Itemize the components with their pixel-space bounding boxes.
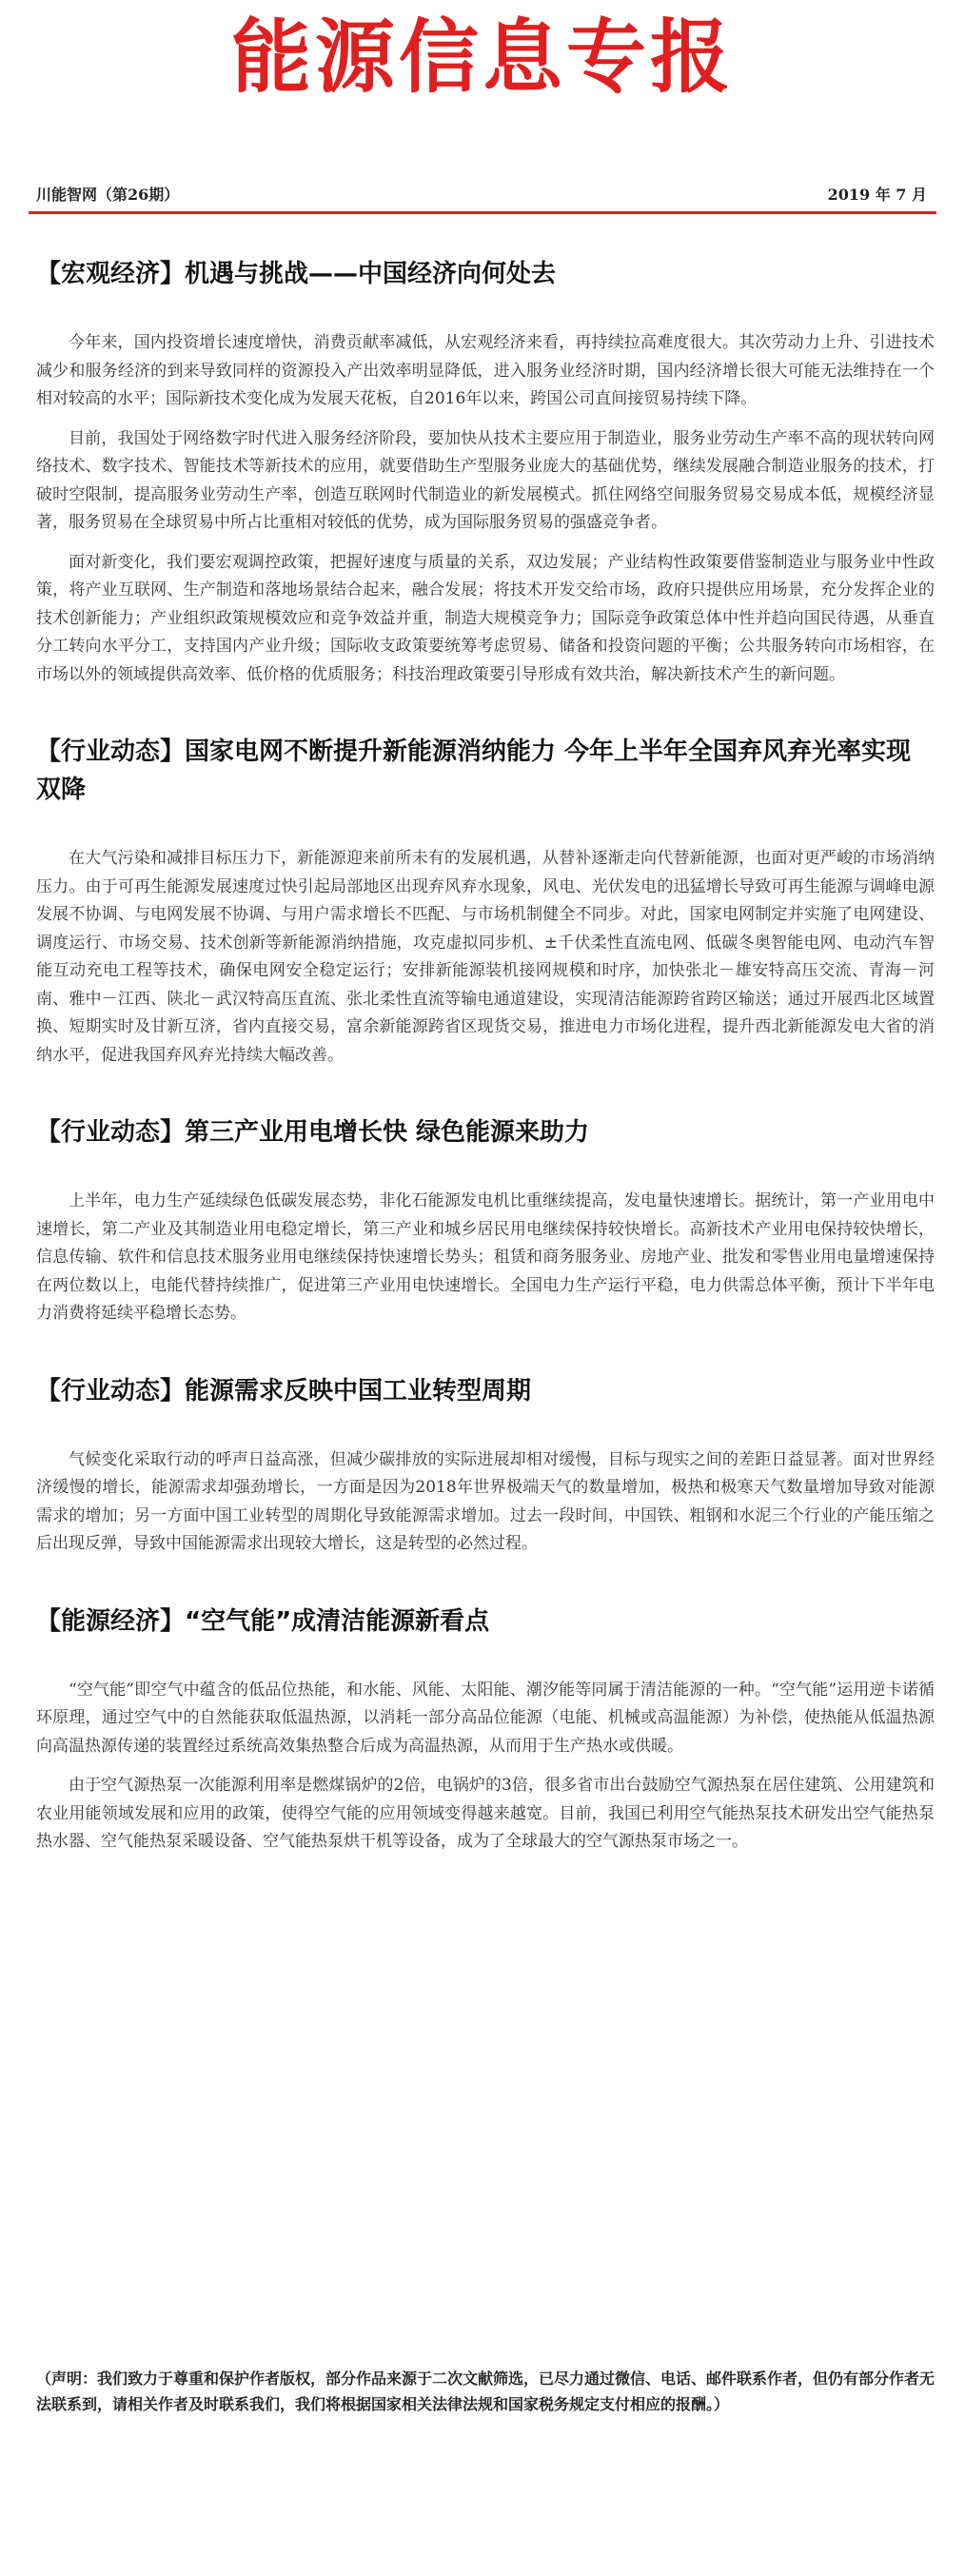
section-heading: 【行业动态】国家电网不断提升新能源消纳能力 今年上半年全国弃风弃光率实现双降 — [36, 737, 912, 804]
header-divider — [29, 211, 936, 214]
page-title: 能源信息专报 — [230, 10, 734, 104]
paragraph: 气候变化采取行动的呼声日益高涨，但减少碳排放的实际进展却相对缓慢，目标与现实之间的差距日益显著。面对世界经济缓慢的增长，能源需求却强劲增长，一方面是因为2018年世界极端天气的数量增加，极热和极寒天气数量增加导致对能源需求的增加；另一方面中国工业转型的周期化导致能源需求增加。过去一段时间，中国铁、粗钢和水泥三个行业的产能压缩之后出现反弹，导致中国能源需求出现较大增长，这是转型的必然过程。 — [36, 1449, 935, 1553]
issue-label: 川能智网（第26期） — [36, 186, 180, 204]
copyright-disclaimer: （声明：我们致力于尊重和保护作者版权，部分作品来源于二次文献筛选，已尽力通过微信、电话、邮件联系作者，但仍有部分作者无法联系到，请相关作者及时联系我们，我们将根据国家相关法律法规和国家税务规定支付相应的报酬。） — [36, 2370, 935, 2413]
section-tertiary-power — [36, 1113, 935, 1328]
paragraph: 面对新变化，我们要宏观调控政策，把握好速度与质量的关系，双边发展；产业结构性政策要借鉴制造业与服务业中性政策，将产业互联网、生产制造和落地场景结合起来，融合发展；将技术开发交给市场，政府只提供应用场景，充分发挥企业的技术创新能力；产业组织政策规模效应和竞争效益并重，制造大规模竞争力；国际竞争政策总体中性并趋向国民待遇，从垂直分工转向水平分工，支持国内产业升级；国际收支政策要统筹考虑贸易、储备和投资问题的平衡；公共服务转向市场相容，在市场以外的领域提供高效率、低价格的优质服务；科技治理政策要引导形成有效共治，解决新技术产生的新问题。 — [36, 552, 935, 684]
section-heading: 【行业动态】能源需求反映中国工业转型周期 — [36, 1376, 532, 1406]
section-heading: 【宏观经济】机遇与挑战——中国经济向何处去 — [36, 260, 557, 288]
issue-date: 2019 年 7 月 — [827, 186, 927, 204]
section-grid-renewables — [36, 733, 935, 1070]
section-air-energy — [36, 1603, 935, 1857]
section-macro-economy — [36, 255, 935, 689]
section-heading: 【行业动态】第三产业用电增长快 绿色能源来助力 — [36, 1118, 590, 1147]
paragraph: 上半年，电力生产延续绿色低碳发展态势，非化石能源发电机比重继续提高，发电量快速增长。据统计，第一产业用电中速增长，第二产业及其制造业用电稳定增长，第三产业和城乡居民用电继续保持较快增长。高新技术产业用电保持较快增长，信息传输、软件和信息技术服务业用电继续保持快速增长势头；租赁和商务服务业、房地产业、批发和零售业用电量增速保持在两位数以上，电能代替持续推广，促进第三产业用电快速增长。全国电力生产运行平稳，电力供需总体平衡，预计下半年电力消费将延续平稳增长态势。 — [36, 1191, 935, 1323]
paragraph: 在大气污染和减排目标压力下，新能源迎来前所未有的发展机遇，从替补逐渐走向代替新能源，也面对更严峻的市场消纳压力。由于可再生能源发展速度过快引起局部地区出现弃风弃水现象，风电、光伏发电的迅猛增长导致可再生能源与调峰电源发展不协调、与电网发展不协调、与用户需求增长不匹配、与市场机制健全不同步。对此，国家电网制定并实施了电网建设、调度运行、市场交易、技术创新等新能源消纳措施，攻克虚拟同步机、±千伏柔性直流电网、低碳冬奥智能电网、电动汽车智能互动充电工程等技术，确保电网安全稳定运行；安排新能源装机接网规模和时序，加快张北－雄安特高压交流、青海－河南、雅中－江西、陕北－武汉特高压直流、张北柔性直流等输电通道建设，实现清洁能源跨省跨区输送；通过开展西北区域置换、短期实时及甘新互济，省内直接交易，富余新能源跨省区现货交易，推进电力市场化进程，提升西北新能源发电大省的消纳水平，促进我国弃风弃光持续大幅改善。 — [36, 849, 935, 1065]
article-body — [36, 236, 935, 1900]
section-heading: 【能源经济】“空气能”成清洁能源新看点 — [36, 1606, 490, 1636]
paragraph: 由于空气源热泵一次能源利用率是燃煤锅炉的2倍，电锅炉的3倍，很多省市出台鼓励空气源热泵在居住建筑、公用建筑和农业用能领域发展和应用的政策，使得空气能的应用领域变得越来越宽。目前，我国已利用空气能热泵技术研发出空气能热泵热水器、空气能热泵采暖设备、空气能热泵烘干机等设备，成为了全球最大的空气源热泵市场之一。 — [36, 1776, 935, 1851]
section-energy-demand — [36, 1372, 935, 1559]
paragraph: 目前，我国处于网络数字时代进入服务经济阶段，要加快从技术主要应用于制造业，服务业劳动生产率不高的现状转向网络技术、数字技术、智能技术等新技术的应用，就要借助生产型服务业庞大的基础优势，继续发展融合制造业服务的技术，打破时空限制，提高服务业劳动生产率，创造互联网时代制造业的新发展模式。抓住网络空间服务贸易交易成本低，规模经济显著，服务贸易在全球贸易中所占比重相对较低的优势，成为国际服务贸易的强盛竞争者。 — [36, 428, 935, 532]
paragraph: 今年来，国内投资增长速度增快，消费贡献率减低，从宏观经济来看，再持续拉高难度很大。其次劳动力上升、引进技术减少和服务经济的到来导致同样的资源投入产出效率明显降低，进入服务业经济时期，国内经济增长很大可能无法维持在一个相对较高的水平；国际新技术变化成为发展天花板，自2016年以来，跨国公司直间接贸易持续下降。 — [36, 333, 935, 408]
paragraph: “空气能”即空气中蕴含的低品位热能，和水能、风能、太阳能、潮汐能等同属于清洁能源的一种。“空气能”运用逆卡诺循环原理，通过空气中的自然能获取低温热源，以消耗一部分高品位能源（电能、机械或高温能源）为补偿，使热能从低温热源向高温热源传递的装置经过系统高效集热整合后成为高温热源，从而用于生产热水或供暖。 — [36, 1680, 935, 1756]
masthead — [0, 0, 965, 176]
